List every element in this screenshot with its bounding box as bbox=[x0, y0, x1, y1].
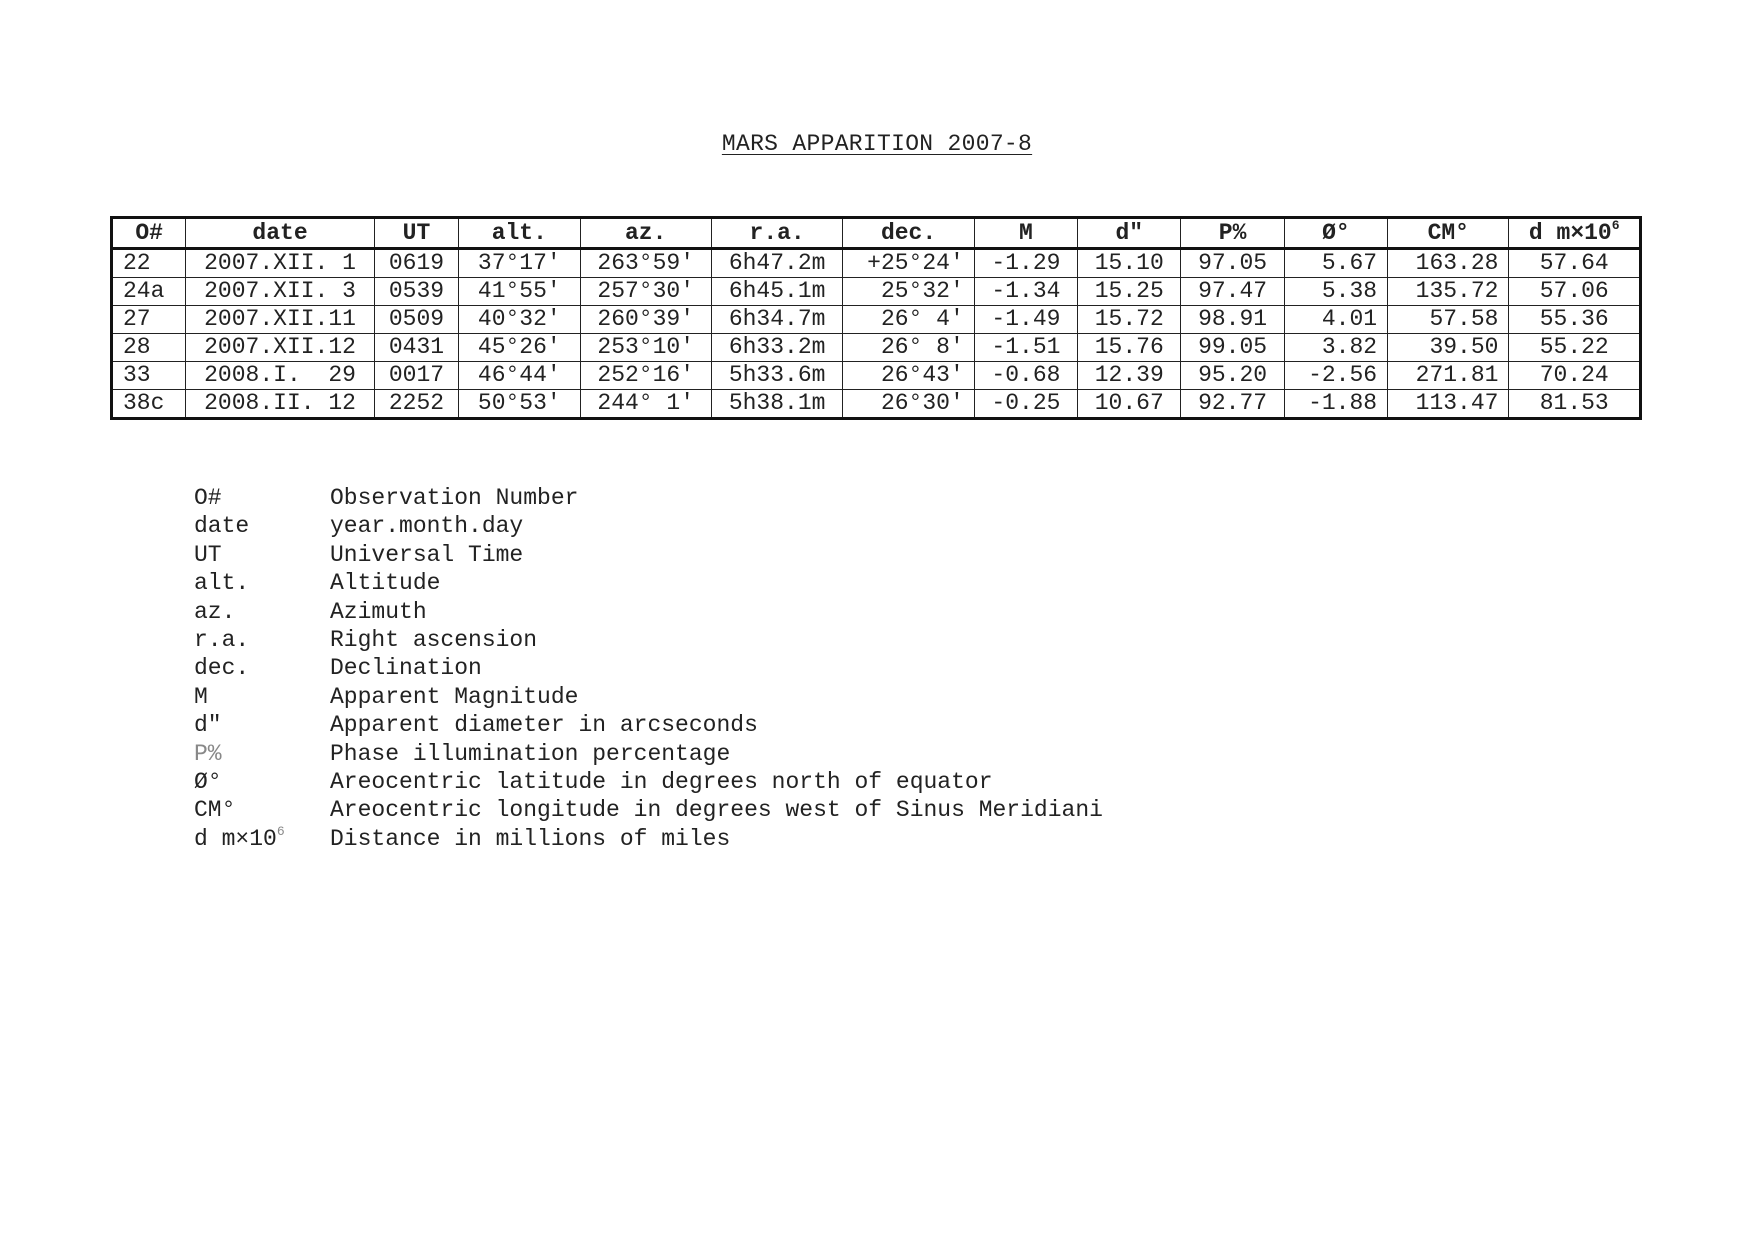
cell-right-ascension: 6h33.2m bbox=[711, 334, 842, 362]
cell-obs-number: 38c bbox=[112, 390, 186, 419]
cell-diameter: 12.39 bbox=[1078, 362, 1181, 390]
legend-abbr-text: UT bbox=[194, 541, 222, 568]
legend-item bbox=[194, 569, 1103, 597]
cell-altitude: 37°17' bbox=[459, 249, 580, 278]
legend-item bbox=[194, 484, 1103, 512]
legend-abbr bbox=[194, 654, 330, 682]
cell-diameter: 15.72 bbox=[1078, 306, 1181, 334]
table-row bbox=[112, 362, 1641, 390]
legend-abbr-sup: 6 bbox=[276, 823, 285, 839]
cell-ut: 0509 bbox=[374, 306, 458, 334]
cell-azimuth: 260°39' bbox=[580, 306, 711, 334]
legend-abbr-text: CM° bbox=[194, 797, 236, 824]
cell-distance: 55.22 bbox=[1509, 334, 1641, 362]
legend-abbr bbox=[194, 740, 330, 768]
cell-azimuth: 257°30' bbox=[580, 278, 711, 306]
cell-ut: 2252 bbox=[374, 390, 458, 419]
cell-date: 2007.XII. 1 bbox=[186, 249, 375, 278]
legend-item bbox=[194, 541, 1103, 569]
table-header-row bbox=[112, 218, 1641, 249]
header-diameter: d" bbox=[1078, 218, 1181, 249]
header-distance-sup: 6 bbox=[1611, 217, 1620, 233]
cell-azimuth: 253°10' bbox=[580, 334, 711, 362]
legend-item bbox=[194, 598, 1103, 626]
cell-declination: 26°43' bbox=[843, 362, 974, 390]
legend-abbr bbox=[194, 825, 330, 853]
header-latitude: Ø° bbox=[1284, 218, 1387, 249]
legend-item bbox=[194, 711, 1103, 739]
cell-magnitude: -1.51 bbox=[974, 334, 1077, 362]
cell-distance: 55.36 bbox=[1509, 306, 1641, 334]
table-row bbox=[112, 278, 1641, 306]
cell-latitude: 3.82 bbox=[1284, 334, 1387, 362]
legend-abbr-text: date bbox=[194, 513, 250, 540]
legend-abbr bbox=[194, 541, 330, 569]
cell-date: 2008.I. 29 bbox=[186, 362, 375, 390]
legend-abbr-text: M bbox=[194, 683, 208, 710]
legend-abbr-text: d m×10 bbox=[194, 825, 277, 852]
legend-item bbox=[194, 825, 1103, 853]
legend-desc: Azimuth bbox=[330, 598, 427, 625]
header-azimuth: az. bbox=[580, 218, 711, 249]
legend-abbr bbox=[194, 768, 330, 796]
legend-abbr-text: Ø° bbox=[194, 769, 222, 796]
cell-right-ascension: 6h34.7m bbox=[711, 306, 842, 334]
cell-right-ascension: 5h38.1m bbox=[711, 390, 842, 419]
cell-distance: 57.06 bbox=[1509, 278, 1641, 306]
legend-abbr-text: az. bbox=[194, 598, 236, 625]
page-title-text: MARS APPARITION 2007-8 bbox=[721, 131, 1033, 157]
cell-central-meridian: 57.58 bbox=[1388, 306, 1509, 334]
cell-central-meridian: 39.50 bbox=[1388, 334, 1509, 362]
cell-phase: 95.20 bbox=[1181, 362, 1284, 390]
cell-declination: 25°32' bbox=[843, 278, 974, 306]
legend-desc: year.month.day bbox=[330, 513, 524, 540]
header-obs-number: O# bbox=[112, 218, 186, 249]
cell-date: 2007.XII.12 bbox=[186, 334, 375, 362]
legend-desc: Right ascension bbox=[330, 627, 538, 654]
cell-ut: 0431 bbox=[374, 334, 458, 362]
legend-abbr bbox=[194, 598, 330, 626]
cell-diameter: 15.25 bbox=[1078, 278, 1181, 306]
cell-altitude: 41°55' bbox=[459, 278, 580, 306]
header-right-ascension: r.a. bbox=[711, 218, 842, 249]
cell-altitude: 45°26' bbox=[459, 334, 580, 362]
cell-date: 2007.XII.11 bbox=[186, 306, 375, 334]
legend-abbr-text: O# bbox=[194, 485, 222, 511]
legend-abbr-text: P% bbox=[194, 740, 222, 767]
cell-central-meridian: 113.47 bbox=[1388, 390, 1509, 419]
cell-distance: 70.24 bbox=[1509, 362, 1641, 390]
cell-obs-number: 22 bbox=[112, 249, 186, 278]
header-declination: dec. bbox=[843, 218, 974, 249]
cell-diameter: 15.76 bbox=[1078, 334, 1181, 362]
cell-latitude: -2.56 bbox=[1284, 362, 1387, 390]
cell-diameter: 10.67 bbox=[1078, 390, 1181, 419]
cell-altitude: 50°53' bbox=[459, 390, 580, 419]
legend-item bbox=[194, 626, 1103, 654]
cell-phase: 92.77 bbox=[1181, 390, 1284, 419]
cell-declination: +25°24' bbox=[843, 249, 974, 278]
legend-abbr-text: alt. bbox=[194, 570, 250, 597]
cell-magnitude: -1.29 bbox=[974, 249, 1077, 278]
table-row bbox=[112, 306, 1641, 334]
legend-desc: Declination bbox=[330, 655, 482, 682]
legend-desc: Altitude bbox=[330, 570, 441, 597]
table-row bbox=[112, 334, 1641, 362]
legend-abbr bbox=[194, 484, 330, 512]
cell-ut: 0539 bbox=[374, 278, 458, 306]
cell-phase: 99.05 bbox=[1181, 334, 1284, 362]
legend-desc: Phase illumination percentage bbox=[330, 740, 731, 767]
cell-latitude: -1.88 bbox=[1284, 390, 1387, 419]
cell-central-meridian: 163.28 bbox=[1388, 249, 1509, 278]
cell-date: 2008.II. 12 bbox=[186, 390, 375, 419]
cell-latitude: 4.01 bbox=[1284, 306, 1387, 334]
header-distance-text: d m×10 bbox=[1528, 219, 1612, 246]
legend-abbr bbox=[194, 683, 330, 711]
cell-obs-number: 28 bbox=[112, 334, 186, 362]
legend-abbr bbox=[194, 569, 330, 597]
legend-desc: Areocentric latitude in degrees north of equator bbox=[330, 769, 993, 796]
legend-desc: Apparent Magnitude bbox=[330, 683, 579, 710]
header-altitude: alt. bbox=[459, 218, 580, 249]
cell-phase: 97.47 bbox=[1181, 278, 1284, 306]
cell-declination: 26° 8' bbox=[843, 334, 974, 362]
legend-desc: Apparent diameter in arcseconds bbox=[330, 712, 758, 739]
cell-azimuth: 263°59' bbox=[580, 249, 711, 278]
cell-obs-number: 33 bbox=[112, 362, 186, 390]
header-magnitude: M bbox=[974, 218, 1077, 249]
cell-magnitude: -0.25 bbox=[974, 390, 1077, 419]
cell-altitude: 40°32' bbox=[459, 306, 580, 334]
cell-phase: 97.05 bbox=[1181, 249, 1284, 278]
header-phase: P% bbox=[1181, 218, 1284, 249]
cell-magnitude: -1.49 bbox=[974, 306, 1077, 334]
cell-central-meridian: 135.72 bbox=[1388, 278, 1509, 306]
legend-item bbox=[194, 654, 1103, 682]
cell-ut: 0017 bbox=[374, 362, 458, 390]
legend-desc: Observation Number bbox=[330, 485, 579, 511]
cell-latitude: 5.67 bbox=[1284, 249, 1387, 278]
cell-phase: 98.91 bbox=[1181, 306, 1284, 334]
legend-abbr bbox=[194, 512, 330, 540]
legend-abbr bbox=[194, 626, 330, 654]
legend-item bbox=[194, 740, 1103, 768]
legend-abbr-text: r.a. bbox=[194, 627, 250, 654]
table-body bbox=[112, 249, 1641, 419]
legend-desc: Areocentric longitude in degrees west of Sinus Meridiani bbox=[330, 797, 1103, 824]
legend-item bbox=[194, 512, 1103, 540]
cell-ut: 0619 bbox=[374, 249, 458, 278]
cell-date: 2007.XII. 3 bbox=[186, 278, 375, 306]
cell-declination: 26° 4' bbox=[843, 306, 974, 334]
observation-table bbox=[110, 216, 1642, 420]
cell-obs-number: 27 bbox=[112, 306, 186, 334]
cell-azimuth: 252°16' bbox=[580, 362, 711, 390]
cell-azimuth: 244° 1' bbox=[580, 390, 711, 419]
cell-magnitude: -1.34 bbox=[974, 278, 1077, 306]
legend-abbr bbox=[194, 711, 330, 739]
legend bbox=[194, 484, 1103, 853]
legend-desc: Distance in millions of miles bbox=[330, 825, 731, 852]
legend-item bbox=[194, 768, 1103, 796]
legend-abbr-text: d" bbox=[194, 712, 222, 739]
cell-magnitude: -0.68 bbox=[974, 362, 1077, 390]
cell-diameter: 15.10 bbox=[1078, 249, 1181, 278]
cell-distance: 81.53 bbox=[1509, 390, 1641, 419]
page-title bbox=[0, 130, 1754, 158]
header-date: date bbox=[186, 218, 375, 249]
cell-distance: 57.64 bbox=[1509, 249, 1641, 278]
legend-desc: Universal Time bbox=[330, 541, 524, 568]
cell-altitude: 46°44' bbox=[459, 362, 580, 390]
legend-abbr-text: dec. bbox=[194, 655, 250, 682]
table-row bbox=[112, 390, 1641, 419]
cell-right-ascension: 5h33.6m bbox=[711, 362, 842, 390]
cell-right-ascension: 6h45.1m bbox=[711, 278, 842, 306]
header-distance bbox=[1509, 218, 1641, 249]
header-central-meridian: CM° bbox=[1388, 218, 1509, 249]
cell-obs-number: 24a bbox=[112, 278, 186, 306]
legend-item bbox=[194, 796, 1103, 824]
legend-item bbox=[194, 683, 1103, 711]
cell-central-meridian: 271.81 bbox=[1388, 362, 1509, 390]
legend-abbr bbox=[194, 796, 330, 824]
header-ut: UT bbox=[374, 218, 458, 249]
cell-latitude: 5.38 bbox=[1284, 278, 1387, 306]
cell-right-ascension: 6h47.2m bbox=[711, 249, 842, 278]
cell-declination: 26°30' bbox=[843, 390, 974, 419]
table-row bbox=[112, 249, 1641, 278]
